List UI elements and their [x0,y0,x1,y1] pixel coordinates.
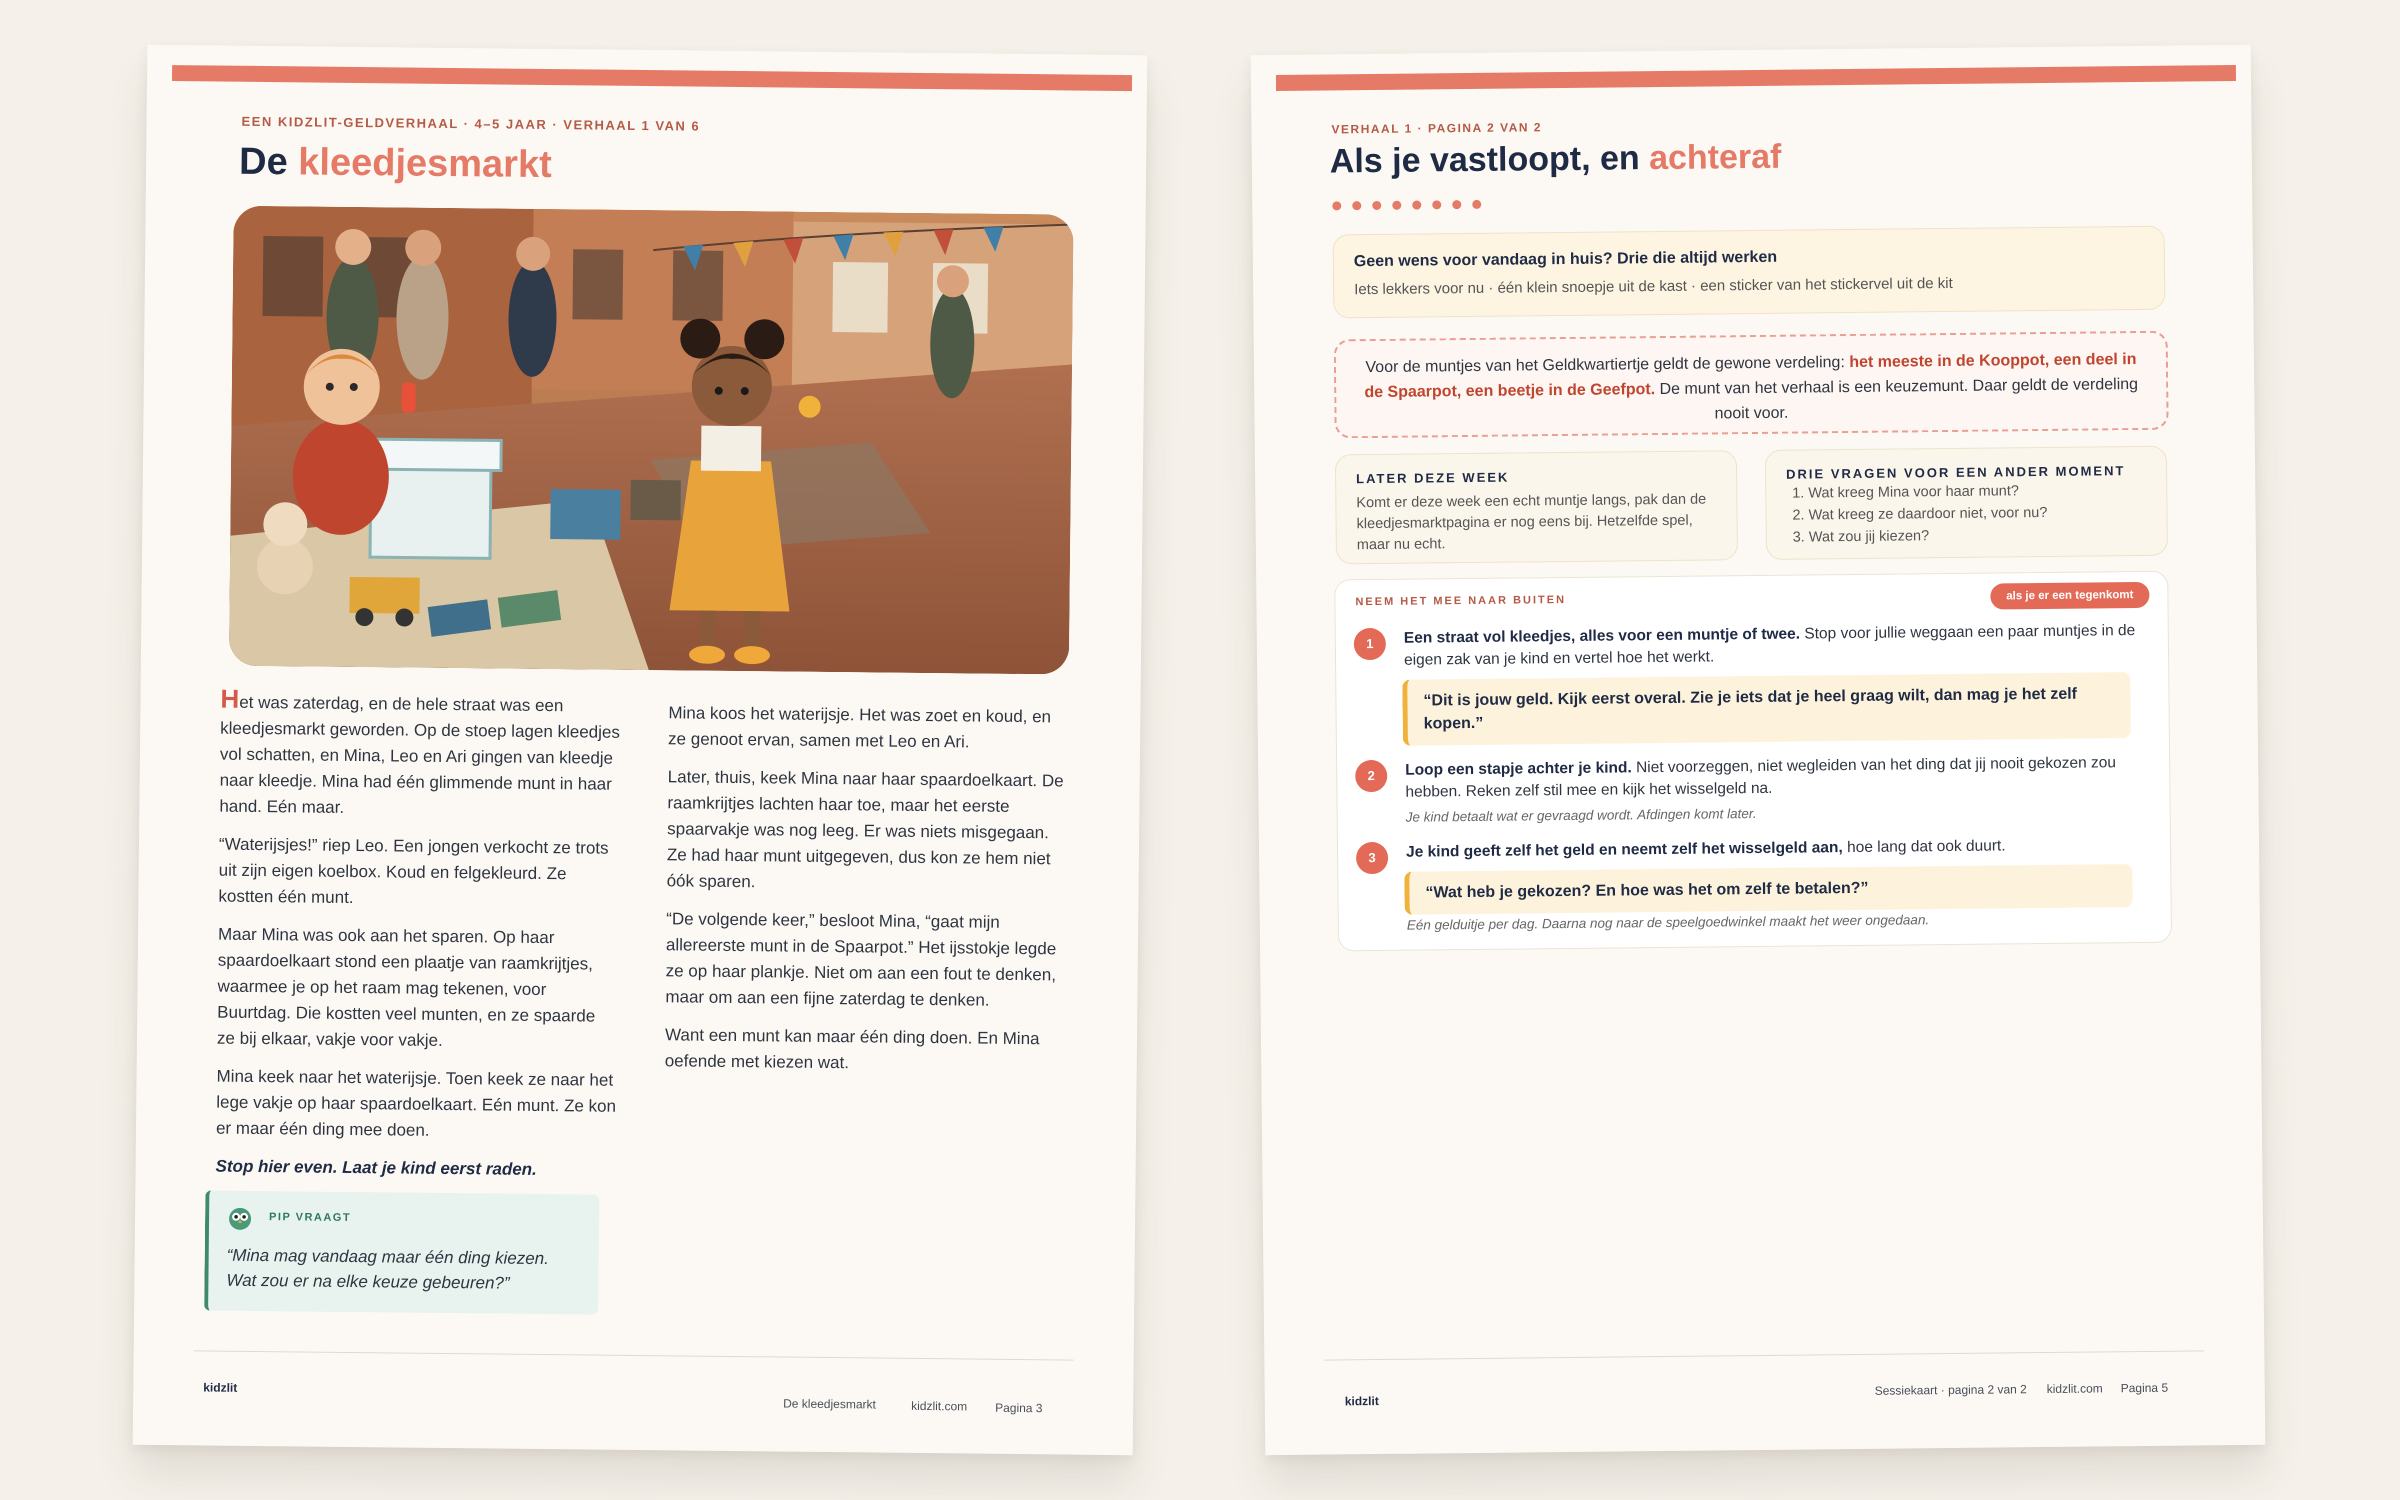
later-this-week-card [1335,450,1738,564]
story-paragraph: “De volgende keer,” besloot Mina, “gaat mijn allereerste munt in de Spaarpot.” Het ijsstokje legde ze op haar plankje. Niet om aan een fout te denken, maar om aan een fijne zaterdag te denken. [665,909,1057,1010]
step-number: 2 [1355,760,1387,792]
footer-page: Pagina 3 [995,1400,1043,1416]
step-note: Je kind betaalt wat er gevraagd wordt. Afdingen komt later. [1405,806,1757,825]
owl-icon [227,1205,253,1231]
story-column-left [215,683,621,1196]
story-paragraph: Het was zaterdag, en de hele straat was een kleedjesmarkt geworden. Op de stoep lagen kleedjes vol schatten, en Mina, Leo en Ari gingen van kleedje naar kleedje. Mina had één glimmende munt in haar hand. Eén maar. [219,683,621,817]
page-title [239,141,552,187]
step-quote: “Dit is jouw geld. Kijk eerst overal. Zie je iets dat je heel graag wilt, dan mag je het zelf kopen.” [1402,672,2131,746]
story-paragraph: Later, thuis, keek Mina naar haar spaardoelkaart. De raamkrijtjes lachten haar toe, maar het eerste spaarvakje was nog leeg. Er was niets misgegaan. Ze had haar munt uitgegeven, dus kon ze hem niet óók sparen. [666,767,1064,892]
wish-title: Geen wens voor vandaag in huis? Drie die altijd werken [1353,248,1778,271]
story-paragraph: “Waterijsjes!” riep Leo. Een jongen verkocht ze trots uit zijn eigen koelbox. Koud en felgekleurd. Ze kostten één munt. [218,834,609,908]
market-scene-image [229,206,1074,675]
title-plain: De [238,140,299,184]
distribution-text: Voor de muntjes van het Geldkwartiertje geldt de gewone verdeling: het meeste in de Kooppot, een deel in de Spaarpot, een beetje in de Geefpot. De munt van het verhaal is een keuzemunt. Daar geldt de verdeling nooit voor. [1364,351,2139,423]
question-item: 3. Wat zou jij kiezen? [1809,524,2048,549]
question-item: 1. Wat kreeg Mina voor haar munt? [1808,480,2047,505]
pip-asks-box [204,1190,599,1314]
later-title: LATER DEZE WEEK [1356,469,1510,487]
later-body: Komt er deze week een echt muntje langs, pak dan de kleedjesmarktpagina er nog eens bij. Hetzelfde spel, maar nu echt. [1356,491,1707,554]
footer-brand: kidzlit [1344,1394,1379,1409]
step-text: Loop een stapje achter je kind. Niet voorzeggen, niet wegleiden van het ding dat jij nooit gekozen zou hebben. Reken zelf stil mee en kijk het wisselgeld na. [1405,754,2117,801]
footer-story: De kleedjesmarkt [783,1396,876,1412]
step-number: 3 [1356,842,1388,874]
story-paragraph: Mina koos het waterijsje. Het was zoet en koud, en ze genoot ervan, samen met Leo en Ari. [668,703,1052,752]
drop-cap: H [220,683,240,714]
step-number: 1 [1354,628,1386,660]
outside-title: NEEM HET MEE NAAR BUITEN [1355,594,1567,609]
footer-site[interactable]: kidzlit.com [911,1398,968,1414]
context-badge: als je er een tegenkomt [1990,582,2149,610]
footer-divider [194,1350,1074,1360]
questions-list [1786,480,2048,549]
dot-divider [1332,196,1492,216]
step-1 [1354,620,2144,733]
question-item: 2. Wat kreeg ze daardoor niet, voor nu? [1808,502,2047,527]
step-note: Eén gelduitje per dag. Daarna nog naar de speelgoedwinkel maakt het weer ongedaan. [1406,912,1930,933]
step-text: Een straat vol kleedjes, alles voor een muntje of twee. Stop voor jullie weggaan een paar muntjes in de eigen zak van je kind en vertel hoe het werkt. [1403,622,2136,669]
footer-divider [1324,1350,2204,1360]
stop-prompt: Stop hier even. Laat je kind eerst raden. [215,1156,537,1179]
wish-subtitle: Iets lekkers voor nu · één klein snoepje uit de kast · een sticker van het stickervel uit de kit [1354,274,1953,299]
three-questions-card [1765,446,2168,560]
questions-title: DRIE VRAGEN VOOR EEN ANDER MOMENT [1786,463,2126,482]
step-quote: “Wat heb je gekozen? En hoe was het om zelf te betalen?” [1404,864,2132,915]
hero-illustration [229,206,1074,675]
accent-bar [172,65,1132,91]
series-label: VERHAAL 1 · PAGINA 2 VAN 2 [1331,120,1543,137]
wish-card [1333,226,2166,319]
page-left [133,45,1148,1455]
step-3 [1356,834,2146,933]
story-paragraph: Mina keek naar het waterijsje. Toen keek ze naar het lege vakje op haar spaardoelkaart. Eén munt. Ze kon er maar één ding mee doen. [215,1066,617,1140]
pip-question: “Mina mag vandaag maar één ding kiezen. Wat zou er na elke keuze gebeuren?” [226,1245,550,1293]
footer-site[interactable]: kidzlit.com [2046,1381,2103,1397]
accent-bar [1276,65,2236,91]
story-paragraph: Maar Mina was ook aan het sparen. Op haar spaardoelkaart stond een plaatje van raamkrijtjes, waarmee je op het raam mag tekenen, voor Buurtdag. Die kostten veel munten, en ze spaarde ze bij elkaar, vakje voor vakje. [216,924,596,1050]
series-label: EEN KIDZLIT-GELDVERHAAL · 4–5 JAAR · VERHAAL 1 VAN 6 [241,113,701,134]
footer-page: Pagina 5 [2120,1380,2169,1396]
title-accent: achteraf [1648,137,1782,178]
page-title [1330,138,1782,182]
title-plain: Als je vastloopt, en [1329,139,1650,181]
page-right [1251,45,2266,1455]
step-text: Je kind geeft zelf het geld en neemt zelf het wisselgeld aan, hoe lang dat ook duurt. [1405,837,2006,861]
take-it-outside-card [1334,571,2172,952]
story-column-right [664,700,1068,1090]
pip-label: PIP VRAAGT [269,1211,352,1225]
title-accent: kleedjesmarkt [298,141,552,187]
story-paragraph: Want een munt kan maar één ding doen. En Mina oefende met kiezen wat. [664,1025,1040,1073]
step-2 [1355,752,2145,825]
distribution-note [1334,331,2169,439]
footer-brand: kidzlit [203,1380,238,1395]
footer-card: Sessiekaart · pagina 2 van 2 [1874,1382,2027,1398]
